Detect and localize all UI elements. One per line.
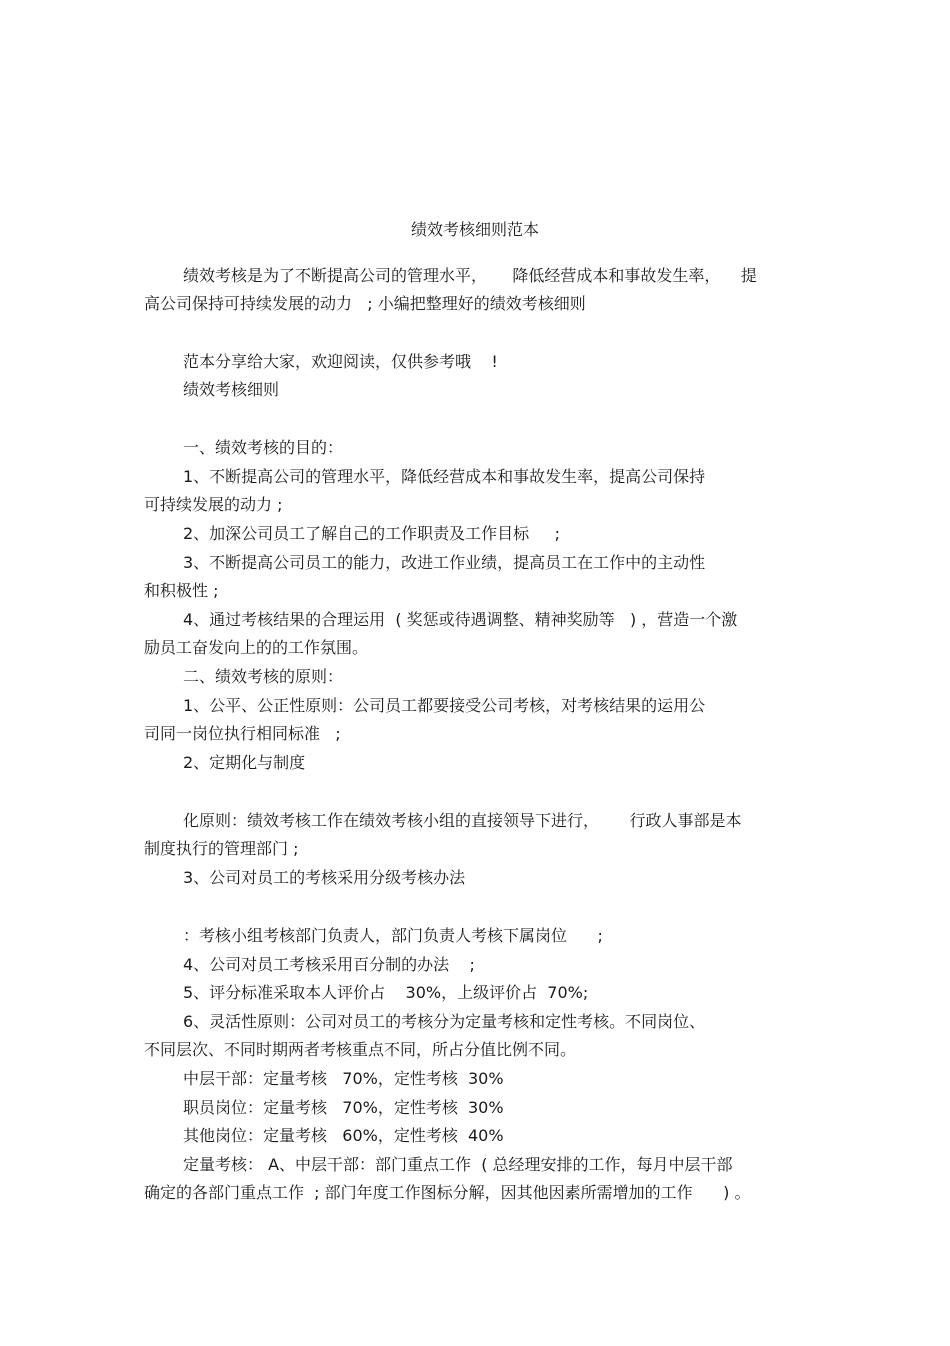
body-line: 6、灵活性原则：公司对员工的考核分为定量考核和定性考核。不同岗位、 bbox=[183, 1012, 706, 1031]
body-line: 不同层次、不同时期两者考核重点不同，所占分值比例不同。 bbox=[144, 1040, 577, 1059]
body-line: 可持续发展的动力 ; bbox=[144, 495, 283, 514]
body-line: 2、加深公司员工了解自己的工作职责及工作目标 ; bbox=[183, 524, 561, 543]
body-line: 1、公平、公正性原则：公司员工都要接受公司考核，对考核结果的运用公 bbox=[183, 696, 706, 715]
body-line: 高公司保持可持续发展的动力 ; 小编把整理好的绩效考核细则 bbox=[144, 294, 586, 313]
body-line: 其他岗位：定量考核 60%，定性考核 40% bbox=[183, 1126, 504, 1145]
body-line: 1、不断提高公司的管理水平，降低经营成本和事故发生率，提高公司保持 bbox=[183, 467, 706, 486]
body-line: 确定的各部门重点工作 ; 部门年度工作图标分解，因其他因素所需增加的工作 ) 。 bbox=[144, 1183, 751, 1202]
body-line: 绩效考核细则 bbox=[183, 380, 280, 399]
body-line: 职员岗位：定量考核 70%，定性考核 30% bbox=[183, 1098, 504, 1117]
body-line: 4、通过考核结果的合理运用 ( 奖惩或待遇调整、精神奖励等 ) ，营造一个激 bbox=[183, 610, 738, 629]
body-line: 和积极性 ; bbox=[144, 581, 219, 600]
body-line: 2、定期化与制度 bbox=[183, 753, 306, 772]
body-line: 绩效考核是为了不断提高公司的管理水平， 降低经营成本和事故发生率， 提 bbox=[183, 266, 757, 285]
body-line: 励员工奋发向上的的工作氛围。 bbox=[144, 638, 369, 657]
section-heading: 二、绩效考核的原则： bbox=[183, 667, 344, 686]
body-line: 范本分享给大家，欢迎阅读，仅供参考哦 ! bbox=[183, 352, 498, 371]
body-line: 化原则：绩效考核工作在绩效考核小组的直接领导下进行， 行政人事部是本 bbox=[183, 811, 742, 830]
body-line: 制度执行的管理部门 ; bbox=[144, 839, 299, 858]
body-line: ：考核小组考核部门负责人，部门负责人考核下属岗位 ; bbox=[183, 926, 603, 945]
body-line: 5、评分标准采取本人评价占 30%，上级评价占 70%; bbox=[183, 983, 589, 1002]
body-line: 定量考核： A、中层干部：部门重点工作 ( 总经理安排的工作，每月中层干部 bbox=[183, 1155, 733, 1174]
body-line: 司同一岗位执行相同标准 ; bbox=[144, 724, 341, 743]
section-heading: 一、绩效考核的目的： bbox=[183, 438, 344, 457]
body-line: 3、不断提高公司员工的能力，改进工作业绩，提高员工在工作中的主动性 bbox=[183, 553, 706, 572]
body-line: 3、公司对员工的考核采用分级考核办法 bbox=[183, 868, 466, 887]
body-line: 4、公司对员工考核采用百分制的办法 ; bbox=[183, 955, 475, 974]
document-title: 绩效考核细则范本 bbox=[410, 220, 539, 239]
body-line: 中层干部：定量考核 70%，定性考核 30% bbox=[183, 1069, 504, 1088]
